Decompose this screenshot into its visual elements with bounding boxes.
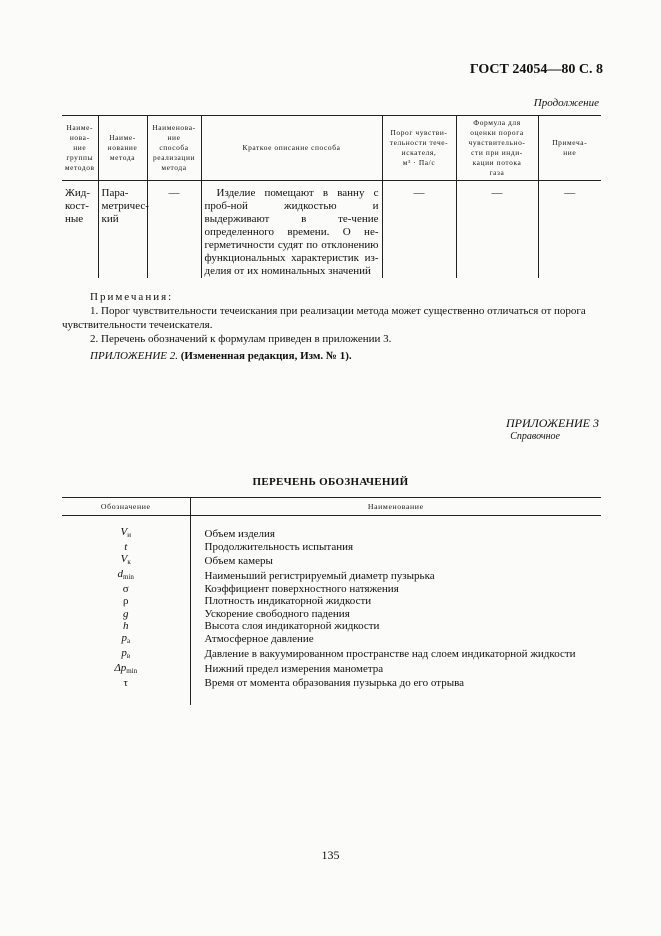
cell-description: Изделие помещают в ванну с проб-ной жидкостью и выдерживают в те-чение определенного времени. О не-герметичности судят по отклонению функциональных характеристик из-делия от их номинальных значений <box>201 181 382 279</box>
symbol-name: Высота слоя индикаторной жидкости <box>190 620 601 632</box>
symbol-cell <box>62 516 190 542</box>
col-method: Наиме- нование метода <box>98 116 147 181</box>
methods-table <box>62 115 601 278</box>
col-way: Наименова- ние способа реализации метода <box>147 116 201 181</box>
table-row <box>62 677 601 705</box>
table-row <box>62 516 601 542</box>
symbol-cell <box>62 677 190 705</box>
symbol-cell <box>62 608 190 620</box>
table-row <box>62 608 601 620</box>
note-2: 2. Перечень обозначений к формулам приведен в приложении 3. <box>90 333 392 345</box>
symbol-subscript: min <box>126 666 138 675</box>
col-name: Наименование <box>190 498 601 516</box>
document-header: ГОСТ 24054—80 С. 8 <box>469 62 603 77</box>
symbols-table-body <box>62 516 601 706</box>
methods-table-header <box>62 116 601 181</box>
page-number: 135 <box>321 848 340 862</box>
symbol-base: ρ <box>123 595 129 608</box>
note-1-cont: чувствительности течеискателя. <box>62 319 213 331</box>
appendix2-label: ПРИЛОЖЕНИЕ 2. <box>90 350 178 362</box>
symbol-cell <box>62 595 190 607</box>
symbol-subscript: min <box>123 573 134 582</box>
table-row <box>62 595 601 607</box>
table-row <box>62 647 601 662</box>
symbol-name: Объем изделия <box>190 516 601 542</box>
symbol-base: σ <box>122 583 129 596</box>
symbol-base: p <box>121 646 127 659</box>
symbol-cell <box>62 647 190 662</box>
appendix2-revision <box>90 350 352 362</box>
col-group: Наиме- нова- ние группы методов <box>62 116 98 181</box>
cell-group: Жид- кост- ные <box>65 187 91 225</box>
symbol-name: Плотность индикаторной жидкости <box>190 595 601 607</box>
symbol-cell <box>62 662 190 677</box>
symbol-base: g <box>123 607 129 620</box>
symbol-base: τ <box>123 677 128 690</box>
table-row <box>62 583 601 595</box>
table-row <box>62 553 601 568</box>
table-row <box>62 662 601 677</box>
symbol-name: Коэффициент поверхностного натяжения <box>190 583 601 595</box>
symbol-name: Ускорение свободного падения <box>190 608 601 620</box>
symbol-cell <box>62 583 190 595</box>
notes-title: Примечания: <box>90 291 174 303</box>
col-symbol: Обозначение <box>62 498 190 516</box>
symbol-subscript: в <box>126 651 131 660</box>
symbol-name: Давление в вакуумированном пространстве над слоем индикаторной жидкости <box>190 647 601 662</box>
symbol-subscript: и <box>127 531 131 539</box>
col-description: Краткое описание способа <box>201 116 382 181</box>
symbol-base: d <box>117 568 124 581</box>
symbol-name: Продолжительность испытания <box>190 541 601 553</box>
cell-method: Пара- метричес- кий <box>98 181 147 279</box>
symbol-name: Атмосферное давление <box>190 632 601 647</box>
table-row <box>62 568 601 583</box>
symbols-table <box>62 497 601 705</box>
symbols-list-title: ПЕРЕЧЕНЬ ОБОЗНАЧЕНИЙ <box>252 476 409 488</box>
note-1: 1. Порог чувствительности течеискания при реализации метода может существенно отличаться от порога <box>90 305 586 317</box>
table-row <box>62 632 601 647</box>
symbol-name: Нижний предел измерения манометра <box>190 662 601 677</box>
symbol-base: V <box>120 553 128 566</box>
appendix3-subtitle: Справочное <box>510 431 560 442</box>
symbol-base: V <box>120 526 128 538</box>
table-row <box>62 181 601 279</box>
symbol-base: t <box>124 541 128 554</box>
symbol-subscript: a <box>126 636 131 645</box>
cell-note: — <box>538 181 601 279</box>
notes-block <box>62 290 600 346</box>
table-row <box>62 620 601 632</box>
symbol-base: Δp <box>114 661 127 674</box>
symbol-cell <box>62 568 190 583</box>
appendix3-title: ПРИЛОЖЕНИЕ 3 <box>506 416 599 430</box>
symbol-name: Объем камеры <box>190 553 601 568</box>
symbol-name: Время от момента образования пузырька до его отрыва <box>190 677 601 705</box>
col-threshold: Порог чувстви- тельности тече- искателя, м³ · Па/с <box>382 116 456 181</box>
symbol-base: h <box>123 619 129 632</box>
col-formula: Формула для оценки порога чувствительно- сти при инди- кации потока газа <box>456 116 538 181</box>
cell-formula: — <box>456 181 538 279</box>
symbol-name: Наименьший регистрируемый диаметр пузырька <box>190 568 601 583</box>
col-note: Примеча- ние <box>538 116 601 181</box>
symbol-cell <box>62 620 190 632</box>
cell-way: — <box>147 181 201 279</box>
symbol-subscript: к <box>127 558 131 567</box>
symbols-table-header <box>62 498 601 516</box>
symbol-base: p <box>121 631 127 644</box>
cell-threshold: — <box>382 181 456 279</box>
symbol-cell <box>62 541 190 553</box>
revision-note: (Измененная редакция, Изм. № 1). <box>180 350 352 362</box>
continuation-label: Продолжение <box>533 97 599 109</box>
table-row <box>62 541 601 553</box>
symbol-cell <box>62 632 190 647</box>
symbol-cell <box>62 553 190 568</box>
